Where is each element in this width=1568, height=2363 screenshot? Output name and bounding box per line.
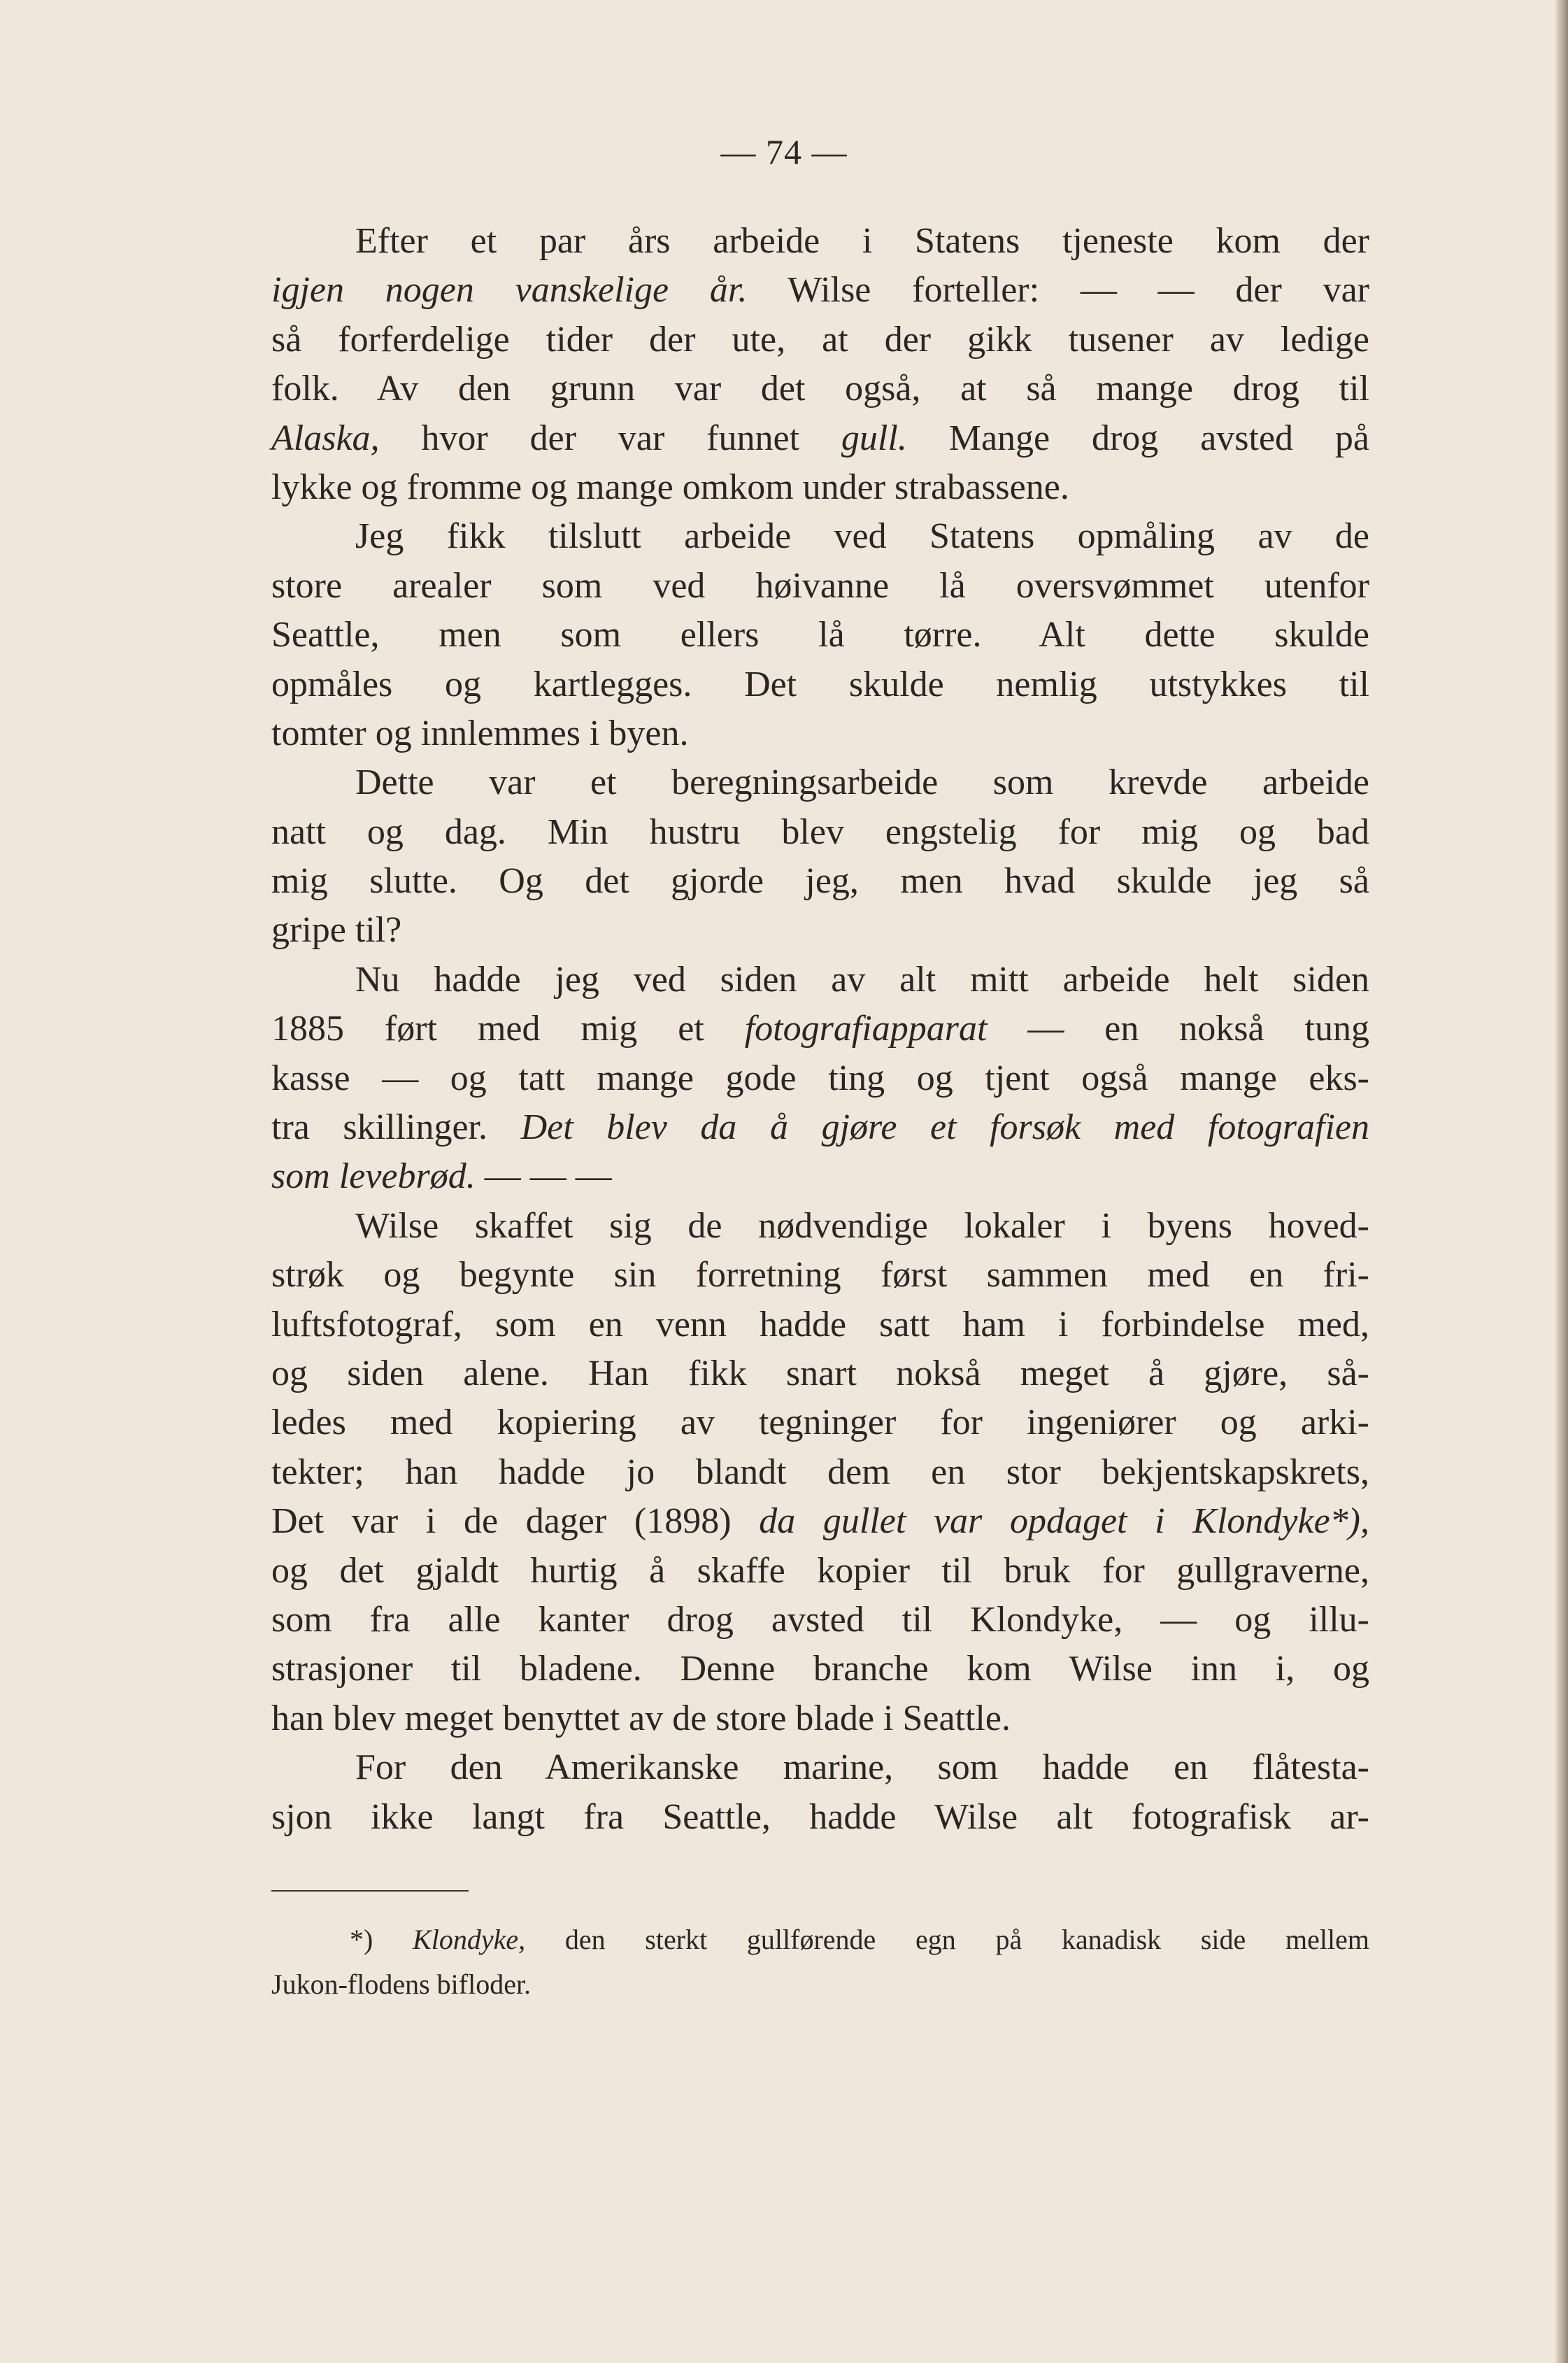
text-line: luftsfotograf, som en venn hadde satt ham i forbindelse med, bbox=[271, 1304, 1369, 1344]
text-line: sjon ikke langt fra Seattle, hadde Wilse alt fotografisk ar- bbox=[271, 1796, 1369, 1837]
text-line: Jeg fikk tilslutt arbeide ved Statens opmåling av de bbox=[355, 516, 1369, 557]
text-line: mig slutte. Og det gjorde jeg, men hvad skulde jeg så bbox=[271, 861, 1369, 902]
text-line: så forferdelige tider der ute, at der gikk tusener av ledige bbox=[271, 319, 1369, 360]
text-line: strasjoner til bladene. Denne branche kom Wilse inn i, og bbox=[271, 1649, 1369, 1689]
page-edge-shadow bbox=[1555, 0, 1568, 2363]
text-line: lykke og fromme og mange omkom under strabassene. bbox=[271, 467, 1069, 507]
text-line: han blev meget benyttet av de store blade i Seattle. bbox=[271, 1698, 1011, 1738]
text-line: strøk og begynte sin forretning først sammen med en fri- bbox=[271, 1255, 1369, 1296]
footnote bbox=[271, 1917, 1369, 2007]
text-line: Seattle, men som ellers lå tørre. Alt dette skulde bbox=[271, 615, 1369, 655]
text-line: gripe til? bbox=[271, 910, 402, 951]
text-line: igjen nogen vanskelige år. Wilse forteller: — — der var bbox=[271, 270, 1369, 311]
text-line: Nu hadde jeg ved siden av alt mitt arbeide helt siden bbox=[355, 959, 1369, 1000]
text-line: som levebrød. — — — bbox=[271, 1156, 612, 1197]
text-line: 1885 ført med mig et fotografiapparat — en nokså tung bbox=[271, 1009, 1370, 1049]
text-line: For den Amerikanske marine, som hadde en flåtesta- bbox=[355, 1747, 1369, 1788]
text-line: Dette var et beregningsarbeide som krevde arbeide bbox=[355, 762, 1369, 803]
text-line: ledes med kopiering av tegninger for ingeniører og arki- bbox=[271, 1403, 1369, 1443]
text-line: store arealer som ved høivanne lå oversvømmet utenfor bbox=[271, 565, 1369, 606]
text-line: opmåles og kartlegges. Det skulde nemlig utstykkes til bbox=[271, 664, 1369, 704]
text-line: tekter; han hadde jo blandt dem en stor bekjentskapskrets, bbox=[271, 1452, 1369, 1492]
text-line: Det var i de dager (1898) da gullet var opdaget i Klondyke*), bbox=[271, 1501, 1369, 1542]
text-line: Wilse skaffet sig de nødvendige lokaler i byens hoved- bbox=[355, 1205, 1369, 1246]
text-line: Alaska, hvor der var funnet gull. Mange drog avsted på bbox=[271, 418, 1370, 458]
page-number: — 74 — bbox=[720, 132, 848, 171]
text-line: som fra alle kanter drog avsted til Klondyke, — og illu- bbox=[271, 1599, 1369, 1640]
text-line: folk. Av den grunn var det også, at så mange drog til bbox=[271, 369, 1369, 409]
text-line: Efter et par års arbeide i Statens tjeneste kom der bbox=[355, 221, 1369, 261]
text-line: tra skillinger. Det blev da å gjøre et forsøk med fotografien bbox=[271, 1107, 1369, 1148]
footnote-rule bbox=[271, 1890, 469, 1892]
text-line: og siden alene. Han fikk snart nokså meget å gjøre, så- bbox=[271, 1353, 1369, 1393]
footnote-line: *) Klondyke, den sterkt gullførende egn på kanadisk side mellem bbox=[350, 1924, 1369, 1955]
text-line: og det gjaldt hurtig å skaffe kopier til bruk for gullgraverne, bbox=[271, 1550, 1369, 1591]
text-line: tomter og innlemmes i byen. bbox=[271, 713, 689, 753]
text-line: natt og dag. Min hustru blev engstelig for mig og bad bbox=[271, 811, 1369, 852]
body-text bbox=[271, 217, 1369, 1842]
text-line: kasse — og tatt mange gode ting og tjent også mange eks- bbox=[271, 1058, 1369, 1098]
footnote-line: Jukon-flodens bifloder. bbox=[271, 1968, 532, 2000]
